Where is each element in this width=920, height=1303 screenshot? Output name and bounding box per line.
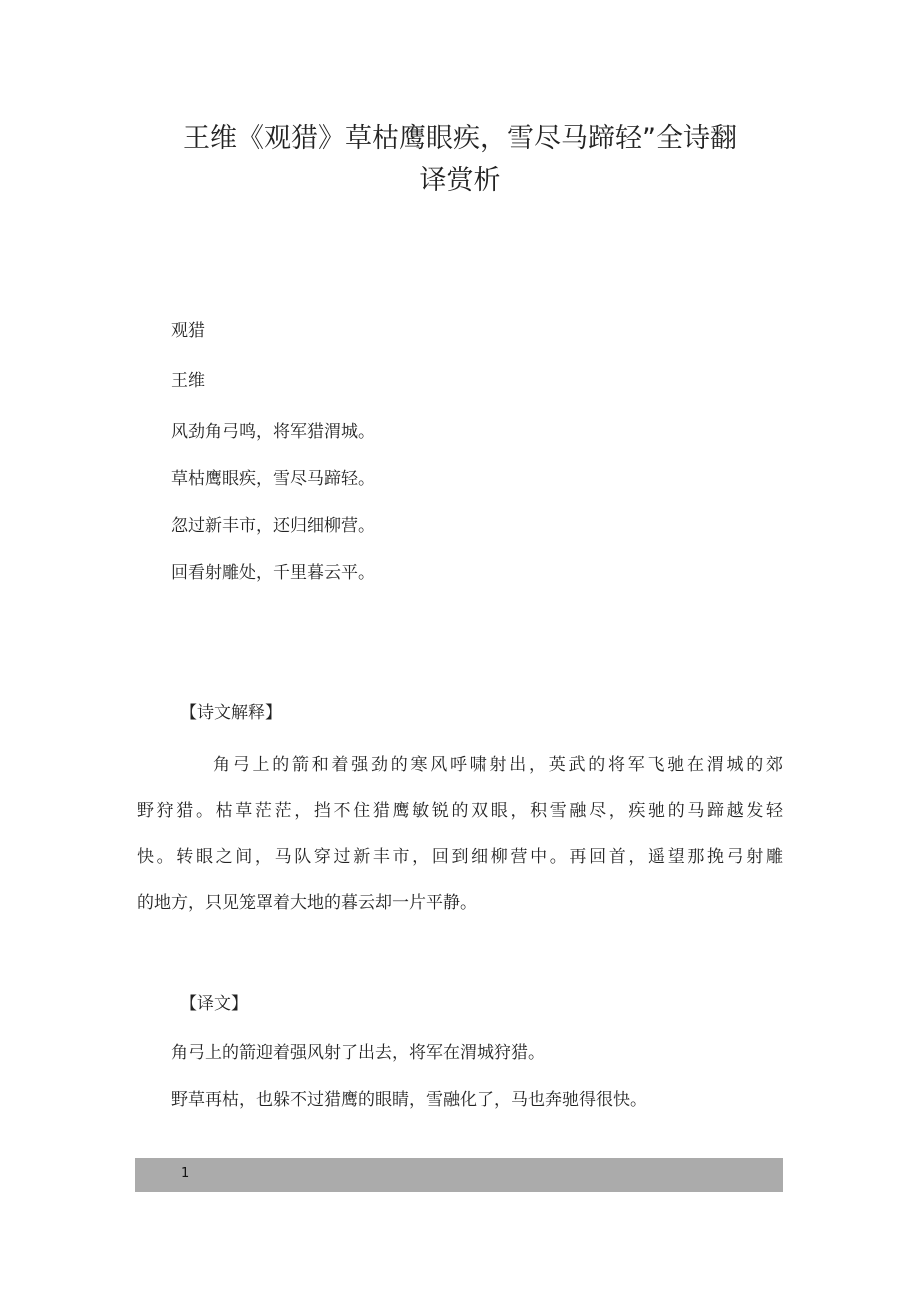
translation-heading: 【译文】 — [180, 994, 248, 1014]
explanation-line: 的地方，只见笼罩着大地的暮云却一片平静。 — [137, 893, 477, 913]
poem-name: 观猎 — [171, 321, 205, 341]
poem-line: 风劲角弓鸣，将军猎渭城。 — [171, 422, 375, 442]
explanation-heading: 【诗文解释】 — [180, 703, 282, 723]
translation-line: 角弓上的箭迎着强风射了出去，将军在渭城狩猎。 — [171, 1043, 545, 1063]
poem-line: 草枯鹰眼疾，雪尽马蹄轻。 — [171, 469, 375, 489]
page-number: 1 — [181, 1166, 190, 1181]
translation-line: 野草再枯，也躲不过猎鹰的眼睛，雪融化了，马也奔驰得很快。 — [171, 1090, 647, 1110]
explanation-line: 野狩猎。枯草茫茫，挡不住猎鹰敏锐的双眼，积雪融尽，疾驰的马蹄越发轻 — [137, 801, 783, 821]
poem-line: 忽过新丰市，还归细柳营。 — [171, 516, 375, 536]
poem-line: 回看射雕处，千里暮云平。 — [171, 563, 375, 583]
explanation-line: 快。转眼之间，马队穿过新丰市，回到细柳营中。再回首，遥望那挽弓射雕 — [137, 847, 783, 867]
poem-author: 王维 — [171, 371, 205, 391]
explanation-line: 角弓上的箭和着强劲的寒风呼啸射出，英武的将军飞驰在渭城的郊 — [213, 755, 783, 775]
explanation-paragraph — [137, 742, 783, 926]
title-line-1: 王维《观猎》草枯鹰眼疾，雪尽马蹄轻”全诗翻 — [183, 123, 737, 154]
document-title — [120, 118, 800, 202]
title-line-2: 译赏析 — [419, 165, 501, 196]
page-footer-bar — [135, 1158, 783, 1192]
